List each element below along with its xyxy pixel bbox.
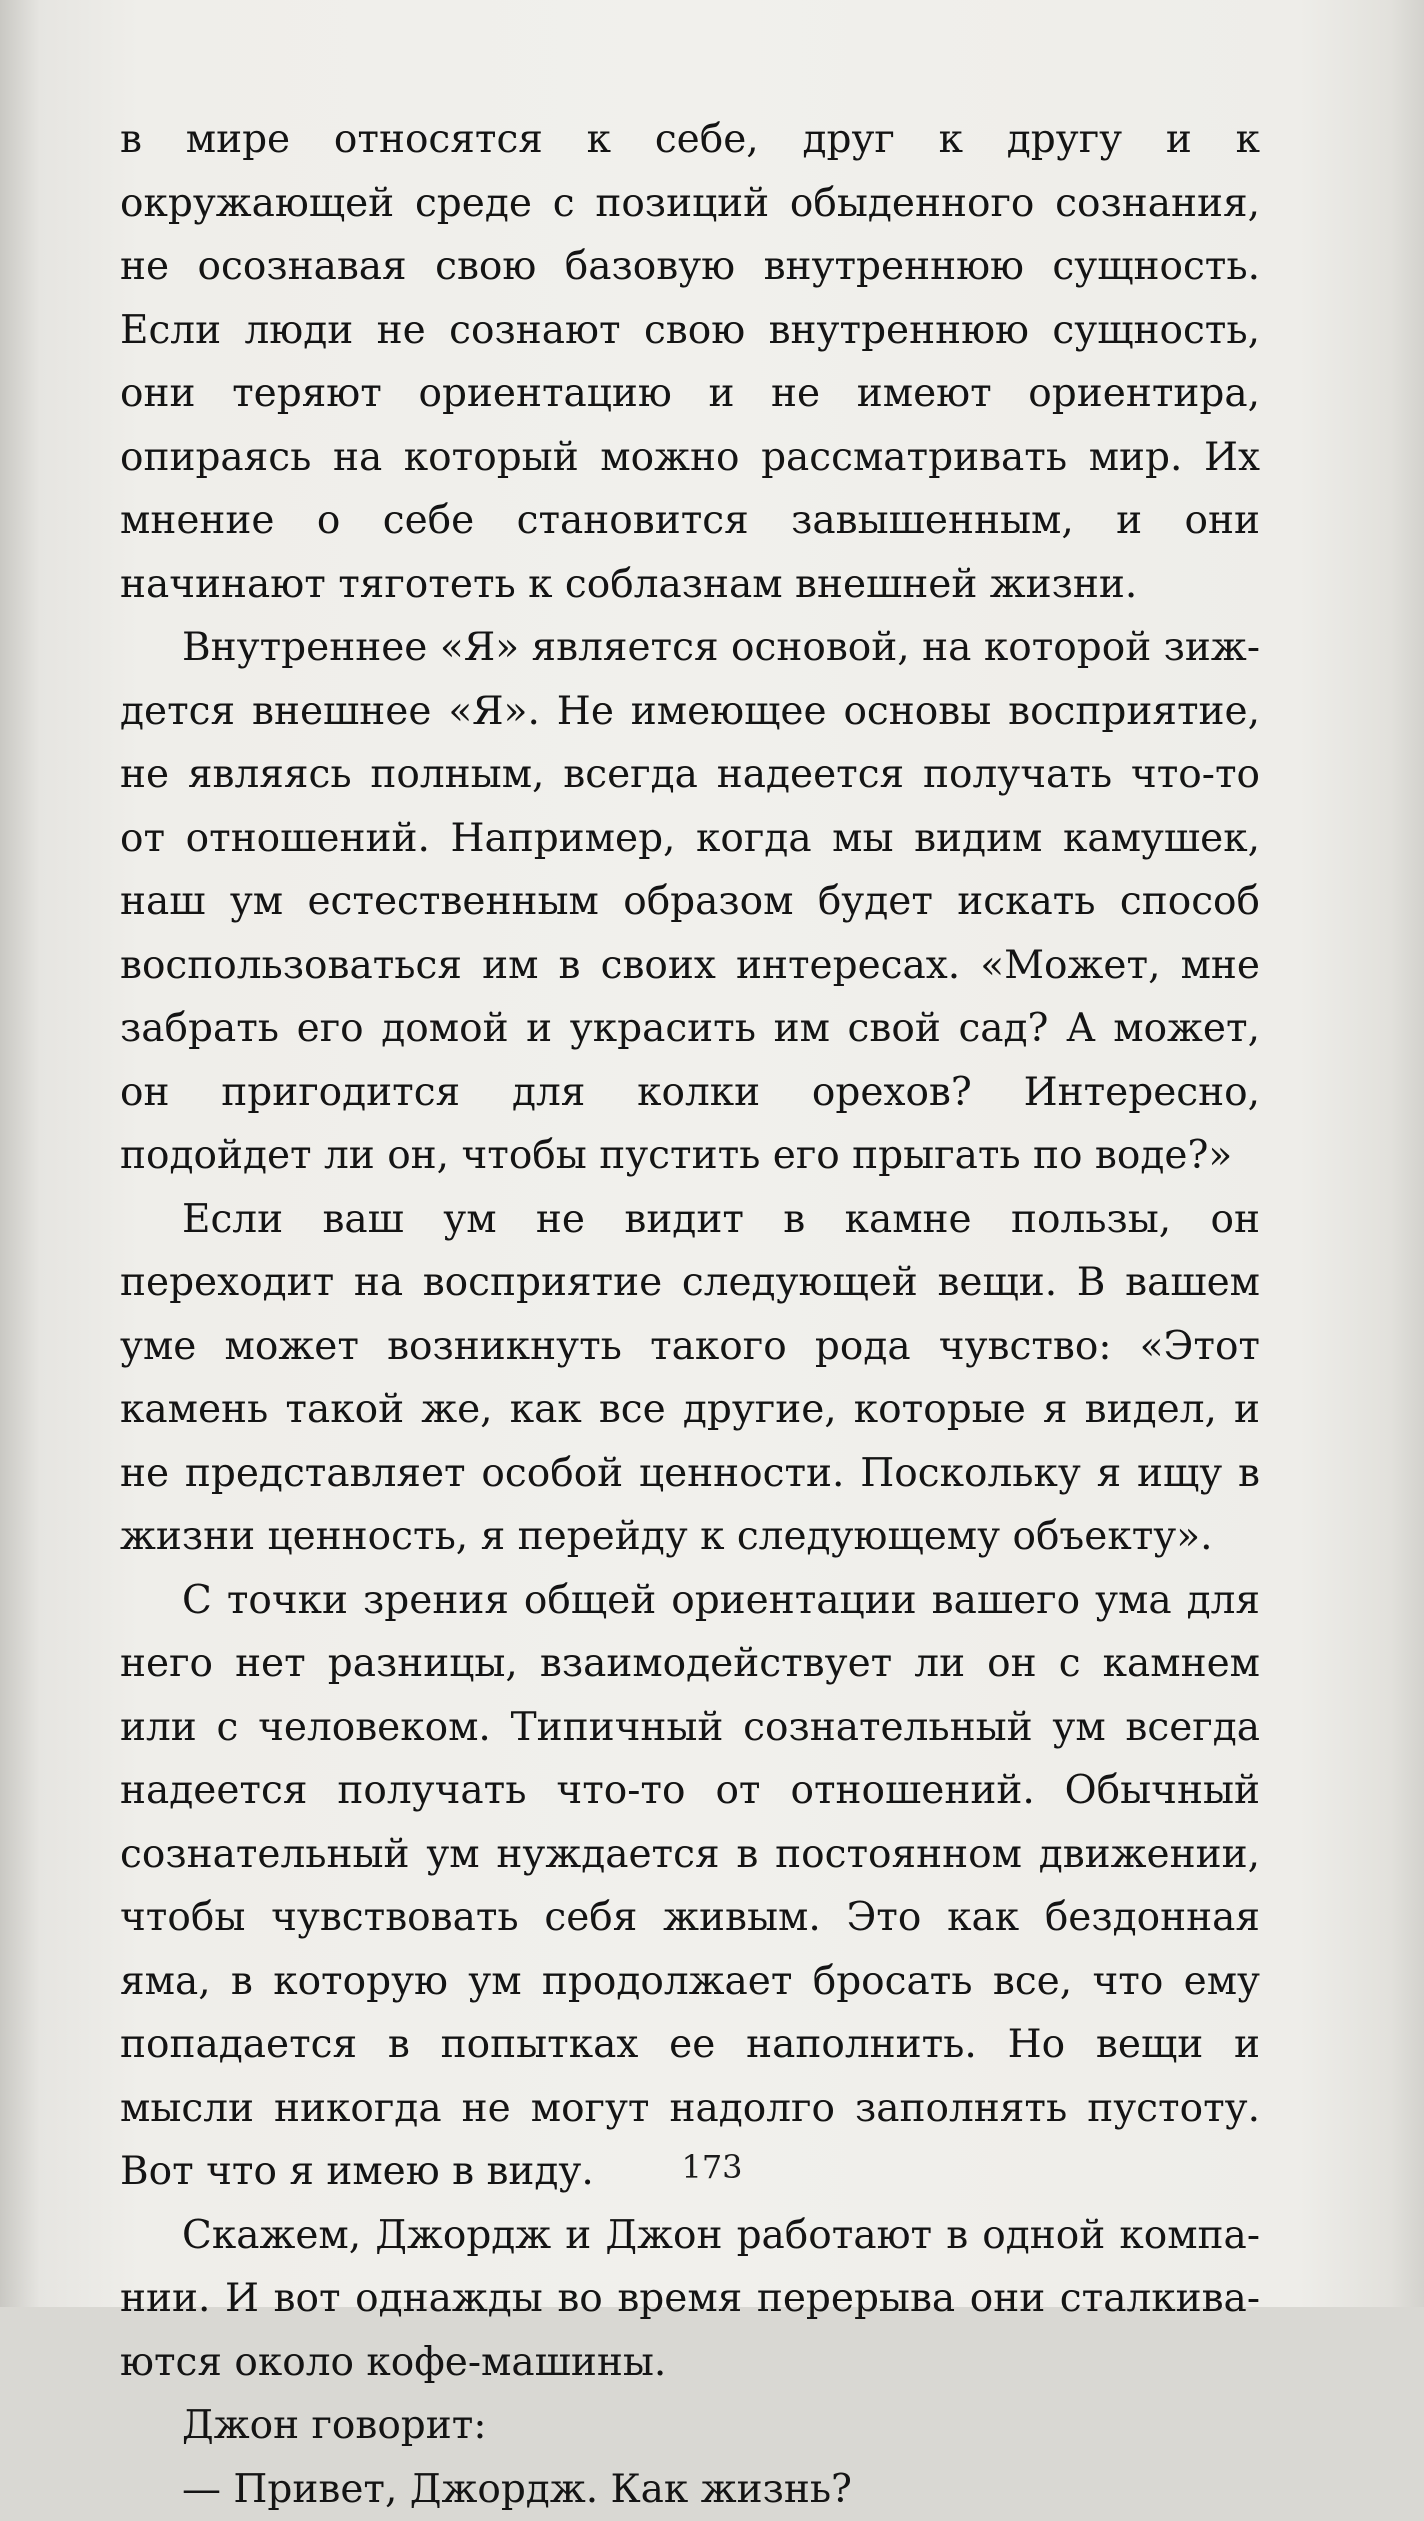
paragraph-2: Внутреннее «Я» является основой, на которой зиждется внешнее «Я». Не имеющее основы восприятие, не являясь полным, всегда надеется получать что-то от отношений. Например, когда мы видим камушек, наш ум естественным образом будет искать способ воспользоваться им в своих интересах. «Может, мне забрать его домой и украсить им свой сад? А может, он пригодится для колки орехов? Интересно, подойдет ли он, чтобы пустить его прыгать по воде?» xyxy=(120,616,1260,1188)
paragraph-4: С точки зрения общей ориентации вашего ума для него нет разницы, взаимодействует ли он с камнем или с человеком. Типичный сознательный ум всегда надеется получать что-то от отношений. Обычный сознательный ум нуждается в постоянном движении, чтобы чувствовать себя живым. Это как бездонная яма, в которую ум продолжает бросать все, что ему попадается в попытках ее наполнить. Но вещи и мысли никогда не могут надолго заполнять пустоту. Вот что я имею в виду. xyxy=(120,1569,1260,2204)
paragraph-3: Если ваш ум не видит в камне пользы, он переходит на восприятие следующей вещи. В вашем уме может возникнуть такого рода чувство: «Этот камень такой же, как все другие, которые я видел, и не представляет особой ценности. Поскольку я ищу в жизни ценность, я перейду к следующему объекту». xyxy=(120,1188,1260,1569)
paragraph-1: в мире относятся к себе, друг к другу и к окружающей среде с позиций обыденного сознания, не осознавая свою базовую внутреннюю сущность. Если люди не сознают свою внутреннюю сущность, они теряют ориентацию и не имеют ориентира, опираясь на который можно рассматривать мир. Их мнение о себе становится завышенным, и они начинают тяготеть к соблазнам внешней жизни. xyxy=(120,108,1260,616)
paragraph-6: Джон говорит: xyxy=(120,2394,1260,2458)
page-number: 173 xyxy=(0,2148,1424,2186)
paragraph-5: Скажем, Джордж и Джон работают в одной компании. И вот однажды во время перерыва они сталкиваются около кофе-машины. xyxy=(120,2204,1260,2395)
paragraph-7: — Привет, Джордж. Как жизнь? xyxy=(120,2458,1260,2521)
